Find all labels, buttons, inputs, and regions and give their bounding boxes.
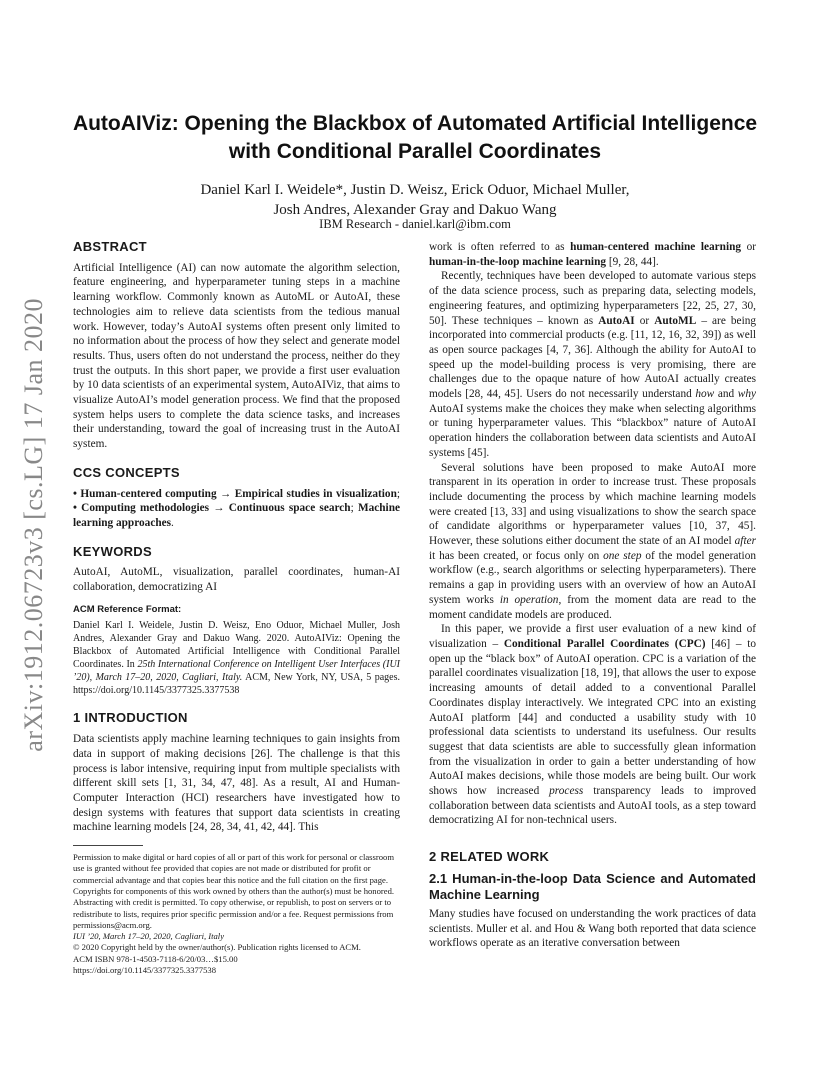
footnote-isbn: ACM ISBN 978-1-4503-7118-6/20/03…$15.00 — [73, 953, 238, 964]
footnote-venue: IUI ’20, March 17–20, 2020, Cagliari, Italy — [73, 931, 225, 942]
acm-reference-heading: ACM Reference Format: — [73, 603, 182, 615]
permission-notice: Permission to make digital or hard copies of all or part of this work for personal or classroom use is granted without fee provided that copies are not made or distributed for profit or commercial advantage and that copies bear this notice and the full citation on the first page. Copyrights for components of this work owned by others than the author(s) must be honored. Abstracting with credit is permitted. To copy otherwise, or republish, to post on servers or to redistribute to lists, requires prior specific permission and/or a fee. Request permissions from permissions@acm.org. — [73, 852, 395, 930]
author-list — [70, 180, 760, 220]
acm-reference-text: Daniel Karl I. Weidele, Justin D. Weisz, Eno Oduor, Michael Muller, Josh Andres, Alexander Gray and Dakuo Wang. 2020. AutoAIViz: Opening the Blackbox of Automated Artificial Intelligence with Conditional Parallel Coordinates. In 25th International Conference on Intelligent User Interfaces (IUI ’20), March 17–20, 2020, Cagliari, Italy. ACM, New York, NY, USA, 5 pages. https://doi.org/10.1145/3377325.3377538 — [73, 620, 400, 697]
footnote-copyright: © 2020 Copyright held by the owner/author(s). Publication rights licensed to ACM. — [73, 942, 361, 953]
abstract-section — [73, 240, 400, 452]
abstract-text: Artificial Intelligence (AI) can now automate the algorithm selection, feature engineering, and hyperparameter tuning steps in a machine learning workflow. Commonly known as AutoML or AutoAI, these technologies aim to relieve data scientists from the tedious manual work. However, today’s AutoAI systems often present only limited to no information about the process of how they select and generate model results. Thus, users often do not understand the process, neither do they trust the outputs. In this short paper, we provide a first user evaluation by 10 data scientists of an experimental system, AutoAIViz, that aims to visualize AutoAI’s model generation process. We find that the proposed system helps users to complete the data science tasks, and increases their understanding, toward the goal of increasing trust in the AutoAI system. — [73, 261, 400, 451]
right-column — [429, 240, 756, 951]
related-work-text: Many studies have focused on understanding the work practices of data scientists. Muller et al. and Hou & Wang both reported that data science workflows operate as an iterative conversation between — [429, 907, 756, 950]
keywords-text: AutoAI, AutoML, visualization, parallel coordinates, human-AI collaboration, democratizing AI — [73, 566, 400, 594]
introduction-heading: 1 INTRODUCTION — [73, 710, 188, 726]
copyright-footnote — [73, 852, 400, 976]
footnote-doi: https://doi.org/10.1145/3377325.3377538 — [73, 965, 216, 976]
ccs-text: • Human-centered computing → Empirical studies in visualization; • Computing methodologies → Continuous space search; Machine learning approaches. — [73, 487, 400, 529]
introduction-text: Data scientists apply machine learning techniques to gain insights from data in support of making decisions [26]. The challenge is that this process is labor intensive, requiring input from multiple specialists with different skill sets [1, 31, 34, 47, 48]. As a result, AI and Human-Computer Interaction (HCI) researchers have investigated how to design systems with features that support data scientists in creating machine learning models [24, 28, 34, 41, 42, 44]. This — [73, 733, 400, 834]
intro-paragraph-1: work is often referred to as human-centered machine learning or human-in-the-loop machine learning [9, 28, 44]. — [429, 241, 756, 268]
abstract-heading: ABSTRACT — [73, 239, 147, 254]
keywords-section — [73, 545, 400, 698]
affiliation: IBM Research - daniel.karl@ibm.com — [319, 217, 511, 231]
authors-line-1: Daniel Karl I. Weidele*, Justin D. Weisz, Erick Oduor, Michael Muller, — [200, 182, 630, 198]
footnote-rule — [73, 845, 143, 846]
ccs-heading: CCS CONCEPTS — [73, 464, 180, 480]
authors-line-2: Josh Andres, Alexander Gray and Dakuo Wang — [273, 202, 557, 218]
ccs-section — [73, 466, 400, 531]
keywords-heading: KEYWORDS — [73, 543, 152, 559]
intro-paragraph-3: Several solutions have been proposed to make AutoAI more transparent in its operation in order to increase trust. These proposals include documenting the process by which machine learning models were created [13, 33] and using visualizations to show the search space of candidate algorithms or hyperparameter values [10, 37, 45]. However, these solutions either document the state of an AI model after it has been created, or focus only on one step of the model generation workflow (e.g., search algorithms or selecting hyperparameters). There remains a gap in providing users with an overview of how an AutoAI system works in operation, from the moment data are read to the moment candidate models are produced. — [429, 461, 756, 621]
left-column — [73, 240, 400, 976]
intro-paragraph-4: In this paper, we provide a first user evaluation of a new kind of visualization – Conditional Parallel Coordinates (CPC) [46] – to open up the “black box” of AutoAI operation. CPC is a variation of the parallel coordinates visualization [18, 19], that allows the user to expose increasing amounts of detail added to a conventional Parallel Coordinates display interactively. We integrated CPC into an existing AutoAI platform [44] and conducted a usability study with 10 professional data scientists to understand its usefulness. Our results suggest that data scientists are able to successfully glean information from the visualization in order to gain a better understanding of how AutoAI makes decisions, while those models are being built. Our work shows how increased process transparency leads to improved collaboration between data scientists and AutoAI tools, as a step toward democratizing AI for non-technical users. — [429, 623, 756, 827]
paper-title: AutoAIViz: Opening the Blackbox of Automated Artificial Intelligence with Conditional Parallel Coordinates — [72, 112, 758, 163]
introduction-section — [73, 711, 400, 835]
related-work-heading: 2 RELATED WORK — [429, 849, 550, 865]
related-work-subheading: 2.1 Human-in-the-loop Data Science and Automated Machine Learning — [429, 870, 756, 902]
arxiv-identifier: arXiv:1912.06723v3 [cs.LG] 17 Jan 2020 — [19, 298, 48, 752]
intro-paragraph-2: Recently, techniques have been developed to automate various steps of the data science process, such as preparing data, selecting models, engineering features, and optimizing hyperparameters [22, 25, 27, 30, 50]. These techniques – known as AutoAI or AutoML – are being incorporated into commercial products (e.g. [11, 12, 16, 32, 39]) as well as open source packages [4, 7, 36]. Although the ability for AutoAI to speed up the model-building process is very promising, there are challenges due to the opaque nature of how AutoAI actually creates models [28, 44, 45]. Users do not necessarily understand how and why AutoAI systems make the choices they make when selecting algorithms or tuning hyperparameter values. This “blackbox” nature of AutoAI operation hinders the collaboration between data scientists and AutoAI systems [45]. — [429, 270, 757, 459]
